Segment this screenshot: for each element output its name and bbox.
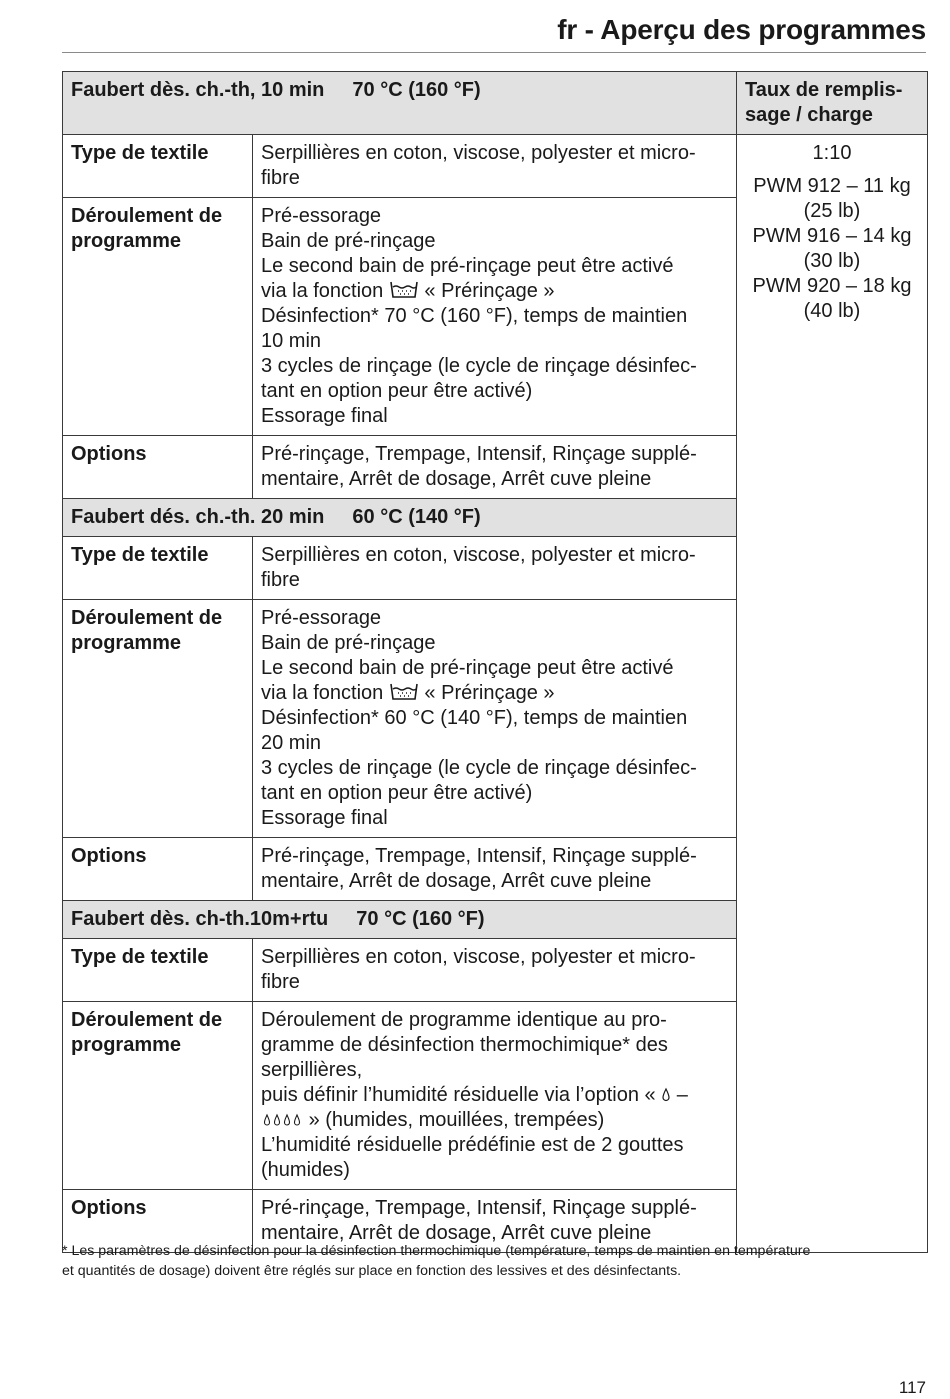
text-line: Pré-essorage: [261, 607, 382, 629]
text-fragment: puis définir l’humidité résiduelle via l’option «: [261, 1084, 656, 1106]
section-header: [63, 499, 737, 537]
program-temperature: 70 °C (160 °F): [356, 908, 485, 930]
page-header: [62, 10, 926, 53]
options-value: [253, 436, 737, 499]
water-drop-icon: [661, 1087, 671, 1103]
text-line: [261, 681, 728, 706]
label-line: programme: [71, 1034, 182, 1056]
text-fragment: « Prérinçage »: [424, 682, 555, 704]
textile-value: [253, 135, 737, 198]
text-line: Pré-rinçage, Trempage, Intensif, Rinçage supplé-: [261, 1197, 697, 1219]
text-line: Le second bain de pré-rinçage peut être activé: [261, 255, 674, 277]
text-line: Déroulement de programme identique au pro-: [261, 1009, 667, 1031]
text-line: Désinfection* 70 °C (160 °F), temps de maintien: [261, 305, 688, 327]
row-label: Type de textile: [63, 939, 253, 1002]
row-label: Type de textile: [63, 135, 253, 198]
text-line: mentaire, Arrêt de dosage, Arrêt cuve pleine: [261, 468, 652, 490]
section-header: [63, 901, 737, 939]
program-temperature: 70 °C (160 °F): [352, 79, 481, 101]
text-line: Serpillières en coton, viscose, polyester et micro-: [261, 142, 696, 164]
text-line: 10 min: [261, 330, 322, 352]
text-line: serpillières,: [261, 1059, 363, 1081]
label-line: Déroulement de: [71, 205, 223, 227]
program-table: [62, 71, 928, 1253]
text-line: Serpillières en coton, viscose, polyester et micro-: [261, 946, 696, 968]
program-name: Faubert dès. ch-th.10m+rtu: [71, 908, 329, 930]
text-line: Le second bain de pré-rinçage peut être activé: [261, 657, 674, 679]
text-fragment: via la fonction: [261, 280, 384, 302]
section-header: [63, 72, 737, 135]
model-weight: (40 lb): [803, 300, 861, 322]
options-value: [253, 838, 737, 901]
text-fragment: –: [676, 1084, 688, 1106]
text-line: (humides): [261, 1159, 350, 1181]
text-line: fibre: [261, 971, 300, 993]
fill-ratio-cell: [737, 135, 928, 1253]
model-weight: (30 lb): [803, 250, 861, 272]
footnote: [62, 1241, 932, 1281]
text-line: Bain de pré-rinçage: [261, 230, 436, 252]
model-weight: (25 lb): [803, 200, 861, 222]
row-label: [63, 198, 253, 436]
text-line: mentaire, Arrêt de dosage, Arrêt cuve pleine: [261, 870, 652, 892]
textile-row: [63, 135, 928, 198]
text-line: fibre: [261, 167, 300, 189]
text-fragment: « Prérinçage »: [424, 280, 555, 302]
text-line: Pré-rinçage, Trempage, Intensif, Rinçage supplé-: [261, 443, 697, 465]
fill-header-line: Taux de remplis-: [745, 79, 903, 101]
row-label: Options: [63, 436, 253, 499]
text-line: 3 cycles de rinçage (le cycle de rinçage désinfec-: [261, 757, 697, 779]
text-line: Pré-essorage: [261, 205, 382, 227]
program-temperature: 60 °C (140 °F): [352, 506, 481, 528]
text-line: Essorage final: [261, 807, 388, 829]
footnote-line: * Les paramètres de désinfection pour la désinfection thermochimique (température, temps de maintien en température: [62, 1243, 811, 1259]
sequence-value: [253, 600, 737, 838]
prerinse-tub-icon: [389, 681, 419, 701]
text-line: Pré-rinçage, Trempage, Intensif, Rinçage supplé-: [261, 845, 697, 867]
model-capacity: PWM 912 – 11 kg: [753, 175, 911, 197]
program-name: Faubert dès. ch.-th, 10 min: [71, 79, 325, 101]
textile-value: [253, 939, 737, 1002]
fill-ratio-header: [737, 72, 928, 135]
sequence-value: [253, 198, 737, 436]
text-line: gramme de désinfection thermochimique* des: [261, 1034, 668, 1056]
text-line: tant en option peur être activé): [261, 380, 533, 402]
text-line: Serpillières en coton, viscose, polyester et micro-: [261, 544, 696, 566]
sequence-value: [253, 1002, 737, 1190]
text-line: L’humidité résiduelle prédéfinie est de 2 gouttes: [261, 1134, 684, 1156]
footnote-line: et quantités de dosage) doivent être réglés sur place en fonction des lessives et des désinfectants.: [62, 1263, 682, 1279]
text-line: 3 cycles de rinçage (le cycle de rinçage désinfec-: [261, 355, 697, 377]
row-label: Options: [63, 1190, 253, 1253]
text-line: mentaire, Arrêt de dosage, Arrêt cuve pleine: [261, 1222, 652, 1244]
text-line: tant en option peur être activé): [261, 782, 533, 804]
row-label: Type de textile: [63, 537, 253, 600]
label-line: programme: [71, 632, 182, 654]
text-line: 20 min: [261, 732, 322, 754]
row-label: [63, 1002, 253, 1190]
page-number: 117: [898, 1378, 926, 1397]
label-line: Déroulement de: [71, 1009, 223, 1031]
fill-ratio: 1:10: [812, 142, 852, 164]
label-line: Déroulement de: [71, 607, 223, 629]
model-capacity: PWM 920 – 18 kg: [752, 275, 912, 297]
fill-header-line: sage / charge: [745, 104, 873, 126]
four-drops-icon: [261, 1112, 303, 1128]
row-label: [63, 600, 253, 838]
text-line: Désinfection* 60 °C (140 °F), temps de maintien: [261, 707, 688, 729]
text-line: fibre: [261, 569, 300, 591]
text-line: Bain de pré-rinçage: [261, 632, 436, 654]
text-fragment: » (humides, mouillées, trempées): [308, 1109, 605, 1131]
program-name: Faubert dés. ch.-th. 20 min: [71, 506, 325, 528]
section-header-row: [63, 72, 928, 135]
label-line: programme: [71, 230, 182, 252]
model-capacity: PWM 916 – 14 kg: [752, 225, 912, 247]
page-title: fr - Aperçu des programmes: [557, 14, 926, 45]
text-line: [261, 279, 728, 304]
text-line: [261, 1108, 728, 1133]
text-line: Essorage final: [261, 405, 388, 427]
textile-value: [253, 537, 737, 600]
text-fragment: via la fonction: [261, 682, 384, 704]
prerinse-tub-icon: [389, 279, 419, 299]
row-label: Options: [63, 838, 253, 901]
text-line: [261, 1083, 728, 1108]
